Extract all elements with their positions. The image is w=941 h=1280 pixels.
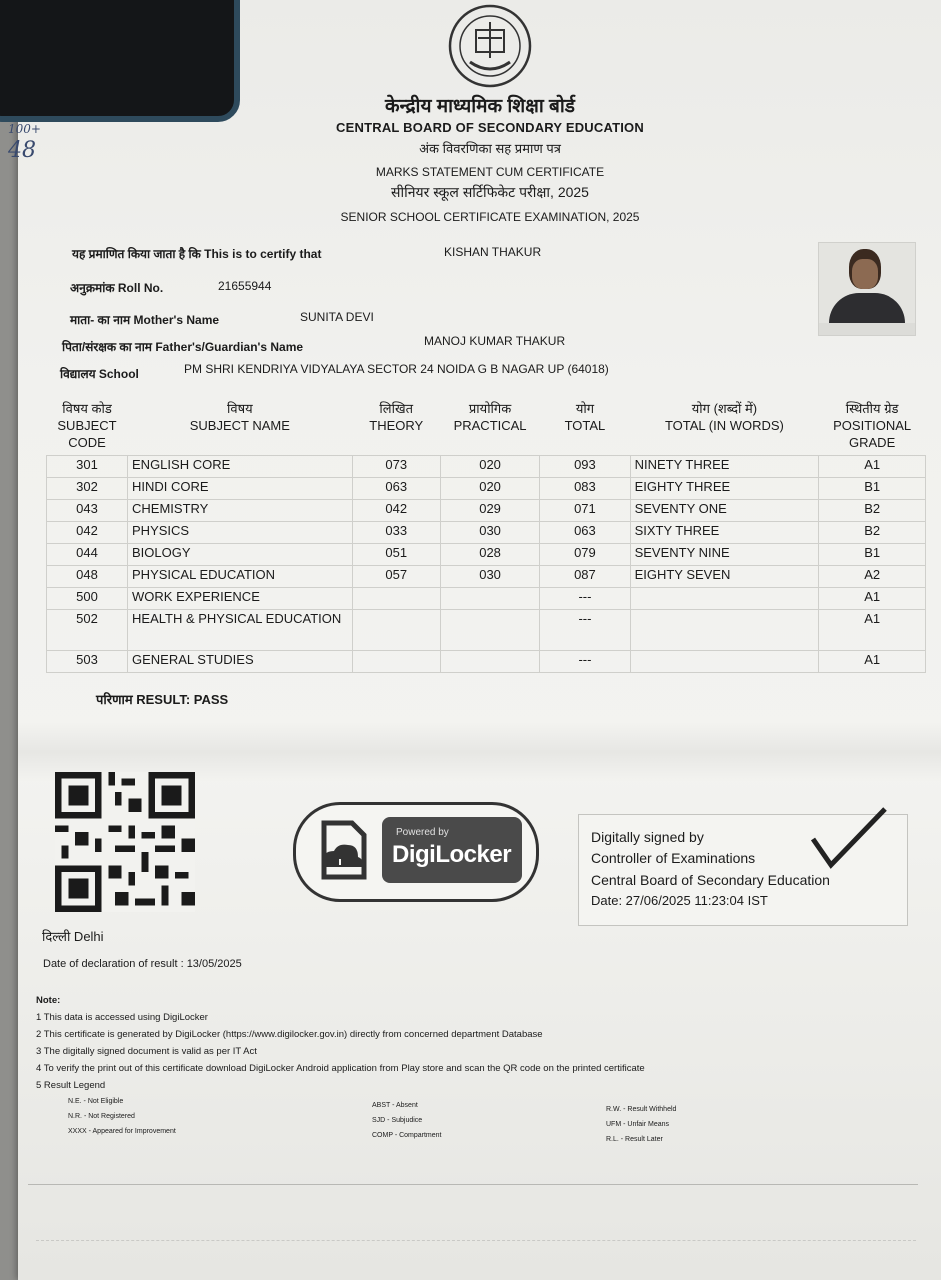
- positional-grade: B2: [819, 500, 926, 522]
- school-name: PM SHRI KENDRIYA VIDYALAYA SECTOR 24 NOIDA G B NAGAR UP (64018): [184, 362, 609, 376]
- signature-line1: Digitally signed by: [591, 829, 704, 845]
- checkmark-icon: [809, 805, 889, 875]
- table-row: [47, 478, 926, 500]
- legend-item: SJD - Subjudice: [372, 1117, 423, 1124]
- father-label: पिता/संरक्षक का नाम Father's/Guardian's Name: [62, 340, 304, 354]
- roll-number: 21655944: [218, 279, 272, 293]
- marks-table: [46, 398, 926, 673]
- total-marks: ---: [540, 588, 630, 610]
- positional-grade: A1: [819, 610, 926, 651]
- subject-name: CHEMISTRY: [128, 500, 353, 522]
- theory-marks: [352, 610, 440, 651]
- header-subject-name: विषय SUBJECT NAME: [189, 401, 290, 433]
- qr-code-icon: [54, 772, 196, 912]
- subject-code: 301: [47, 456, 128, 478]
- place-of-issue: दिल्ली Delhi: [42, 929, 104, 944]
- legend-item: R.L. - Result Later: [606, 1136, 663, 1143]
- notes-section: [36, 992, 916, 1094]
- legend-item: N.R. - Not Registered: [68, 1113, 135, 1120]
- candidate-photo: [818, 242, 916, 336]
- total-marks: ---: [540, 651, 630, 673]
- practical-marks: [440, 651, 539, 673]
- signature-date: Date: 27/06/2025 11:23:04 IST: [591, 893, 768, 908]
- document-title-hindi: अंक विवरणिका सह प्रमाण पत्र: [419, 141, 561, 156]
- legend-item: N.E. - Not Eligible: [68, 1098, 124, 1105]
- theory-marks: [352, 588, 440, 610]
- subject-code: 043: [47, 500, 128, 522]
- subject-code: 042: [47, 522, 128, 544]
- subject-name: HEALTH & PHYSICAL EDUCATION: [128, 610, 353, 651]
- header-positional-grade: स्थितीय ग्रेड POSITIONAL GRADE: [833, 401, 912, 450]
- legend-item: XXXX - Appeared for Improvement: [68, 1128, 176, 1135]
- practical-marks: 028: [440, 544, 539, 566]
- mother-label: माता- का नाम Mother's Name: [70, 313, 220, 327]
- total-in-words: EIGHTY SEVEN: [630, 566, 819, 588]
- exam-title-english: SENIOR SCHOOL CERTIFICATE EXAMINATION, 2025: [340, 210, 640, 224]
- handwriting-line2: 48: [8, 138, 36, 163]
- subject-code: 302: [47, 478, 128, 500]
- note-item: 1 This data is accessed using DigiLocker: [36, 1012, 208, 1023]
- theory-marks: 051: [352, 544, 440, 566]
- table-row: [47, 566, 926, 588]
- subject-name: GENERAL STUDIES: [128, 651, 353, 673]
- digilocker-doc-icon: [312, 819, 374, 881]
- subject-name: HINDI CORE: [128, 478, 353, 500]
- legend-item: UFM - Unfair Means: [606, 1121, 670, 1128]
- theory-marks: 057: [352, 566, 440, 588]
- total-in-words: NINETY THREE: [630, 456, 819, 478]
- subject-name: ENGLISH CORE: [128, 456, 353, 478]
- handwriting-line1: 100+: [8, 122, 41, 136]
- total-in-words: EIGHTY THREE: [630, 478, 819, 500]
- father-name: MANOJ KUMAR THAKUR: [424, 334, 566, 348]
- subject-code: 048: [47, 566, 128, 588]
- positional-grade: B2: [819, 522, 926, 544]
- practical-marks: 020: [440, 478, 539, 500]
- powered-by-label: Powered by: [396, 827, 449, 838]
- header-practical: प्रायोगिक PRACTICAL: [453, 401, 527, 433]
- notes-title: Note:: [36, 995, 61, 1006]
- table-row: [47, 500, 926, 522]
- legend-column-3: [606, 1102, 676, 1147]
- table-row: [47, 544, 926, 566]
- header-subject-code: विषय कोड SUBJECT CODE: [57, 401, 117, 450]
- subject-code: 500: [47, 588, 128, 610]
- digilocker-badge: [293, 802, 539, 902]
- header-total: योग TOTAL: [564, 401, 606, 433]
- practical-marks: 029: [440, 500, 539, 522]
- note-item: 2 This certificate is generated by DigiLocker (https://www.digilocker.gov.in) directly from concerned department Database: [36, 1029, 543, 1040]
- legend-column-1: [68, 1094, 176, 1139]
- school-label: विद्यालय School: [60, 367, 139, 381]
- legend-item: COMP - Compartment: [372, 1132, 442, 1139]
- total-in-words: SIXTY THREE: [630, 522, 819, 544]
- positional-grade: B1: [819, 478, 926, 500]
- certify-label: यह प्रमाणित किया जाता है कि This is to certify that: [72, 247, 322, 261]
- positional-grade: A2: [819, 566, 926, 588]
- board-name-hindi: केन्द्रीय माध्यमिक शिक्षा बोर्ड: [385, 96, 575, 117]
- table-row: [47, 456, 926, 478]
- total-in-words: [630, 651, 819, 673]
- theory-marks: 033: [352, 522, 440, 544]
- handwritten-note: [8, 118, 41, 162]
- tear-line: [36, 1240, 916, 1242]
- signature-line2: Controller of Examinations: [591, 850, 756, 866]
- subject-name: BIOLOGY: [128, 544, 353, 566]
- total-marks: 071: [540, 500, 630, 522]
- theory-marks: [352, 651, 440, 673]
- cbse-logo-icon: [446, 2, 534, 90]
- board-name-english: CENTRAL BOARD OF SECONDARY EDUCATION: [336, 120, 644, 135]
- document-title-english: MARKS STATEMENT CUM CERTIFICATE: [375, 165, 605, 179]
- practical-marks: [440, 610, 539, 651]
- note-item: 3 The digitally signed document is valid as per IT Act: [36, 1046, 257, 1057]
- positional-grade: A1: [819, 588, 926, 610]
- total-marks: 087: [540, 566, 630, 588]
- theory-marks: 042: [352, 500, 440, 522]
- positional-grade: B1: [819, 544, 926, 566]
- digital-signature-box: [578, 814, 908, 926]
- legend-item: ABST - Absent: [372, 1102, 418, 1109]
- subject-name: WORK EXPERIENCE: [128, 588, 353, 610]
- practical-marks: 030: [440, 566, 539, 588]
- table-row: [47, 522, 926, 544]
- header-total-words: योग (शब्दों में) TOTAL (IN WORDS): [664, 401, 784, 433]
- total-marks: 083: [540, 478, 630, 500]
- marks-table-header: [47, 398, 926, 456]
- signature-line3: Central Board of Secondary Education: [591, 872, 830, 888]
- subject-name: PHYSICS: [128, 522, 353, 544]
- total-marks: 063: [540, 522, 630, 544]
- subject-code: 044: [47, 544, 128, 566]
- practical-marks: 030: [440, 522, 539, 544]
- result-status: परिणाम RESULT: PASS: [96, 692, 229, 707]
- total-in-words: SEVENTY NINE: [630, 544, 819, 566]
- note-item: 5 Result Legend: [36, 1080, 106, 1091]
- mother-name: SUNITA DEVI: [300, 310, 374, 324]
- certificate-border: [28, 1184, 918, 1185]
- subject-name: PHYSICAL EDUCATION: [128, 566, 353, 588]
- legend-column-2: [372, 1098, 442, 1143]
- positional-grade: A1: [819, 456, 926, 478]
- table-row: [47, 588, 926, 610]
- total-in-words: [630, 588, 819, 610]
- total-in-words: [630, 610, 819, 651]
- subject-code: 502: [47, 610, 128, 651]
- total-marks: 079: [540, 544, 630, 566]
- practical-marks: [440, 588, 539, 610]
- digilocker-brand: DigiLocker: [392, 841, 512, 868]
- exam-title-hindi: सीनियर स्कूल सर्टिफिकेट परीक्षा, 2025: [391, 184, 589, 200]
- theory-marks: 063: [352, 478, 440, 500]
- total-marks: 093: [540, 456, 630, 478]
- table-row: [47, 610, 926, 651]
- positional-grade: A1: [819, 651, 926, 673]
- legend-item: R.W. - Result Withheld: [606, 1106, 677, 1113]
- total-in-words: SEVENTY ONE: [630, 500, 819, 522]
- phone-device: [0, 0, 240, 122]
- subject-code: 503: [47, 651, 128, 673]
- table-row: [47, 651, 926, 673]
- practical-marks: 020: [440, 456, 539, 478]
- candidate-name: KISHAN THAKUR: [444, 245, 542, 259]
- total-marks: ---: [540, 610, 630, 651]
- declaration-date: Date of declaration of result : 13/05/2025: [43, 958, 242, 970]
- roll-label: अनुक्रमांक Roll No.: [70, 281, 164, 295]
- note-item: 4 To verify the print out of this certificate download DigiLocker Android application from Play store and scan the QR code on the printed certificate: [36, 1063, 645, 1074]
- header-theory: लिखित THEORY: [369, 401, 424, 433]
- theory-marks: 073: [352, 456, 440, 478]
